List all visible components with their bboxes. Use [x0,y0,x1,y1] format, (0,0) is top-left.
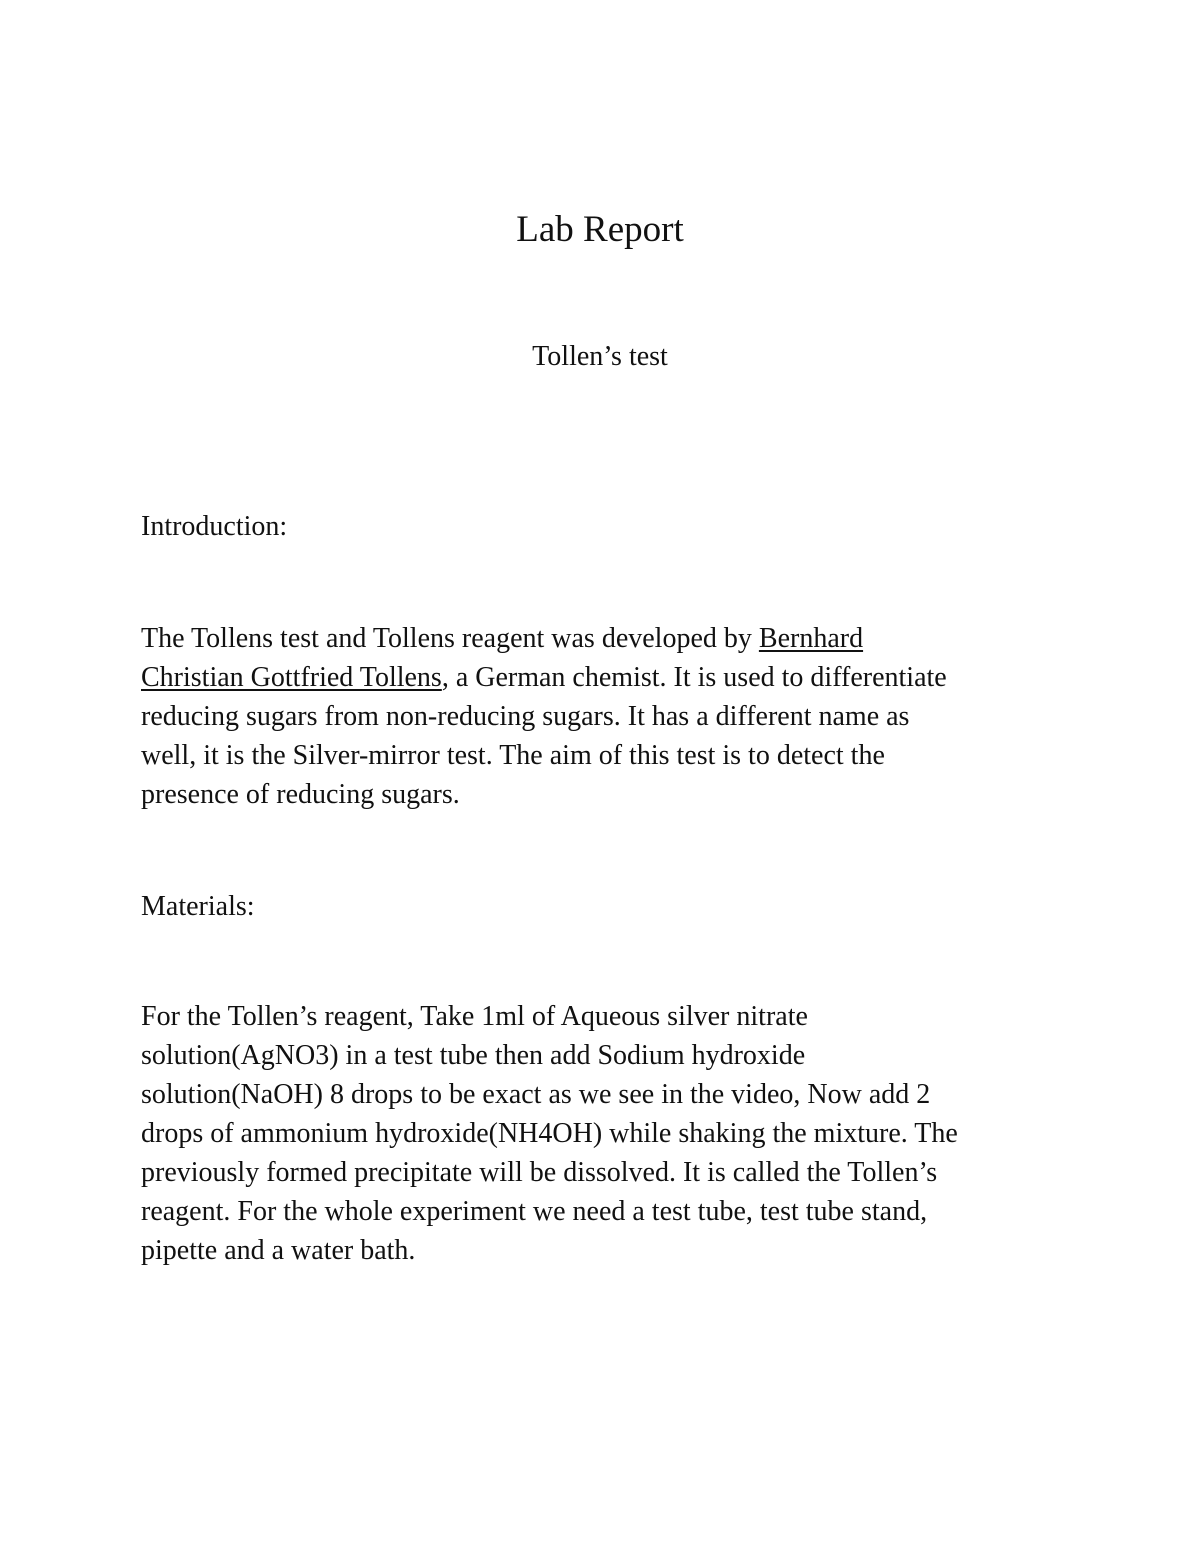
materials-line: drops of ammonium hydroxide(NH4OH) while shaking the mixture. The [141,1118,958,1149]
materials-line: reagent. For the whole experiment we need a test tube, test tube stand, [141,1196,928,1227]
materials-line: previously formed precipitate will be dissolved. It is called the Tollen’s [141,1157,938,1188]
introduction-text: , a German chemist. It is used to differentiate [441,662,947,693]
introduction-heading: Introduction: [141,511,288,542]
tollens-name-link[interactable]: Christian Gottfried Tollens [141,662,442,693]
document-subtitle: Tollen’s test [532,341,668,372]
materials-line: solution(NaOH) 8 drops to be exact as we see in the video, Now add 2 [141,1079,931,1110]
document-title: Lab Report [516,209,684,250]
materials-line: solution(AgNO3) in a test tube then add Sodium hydroxide [141,1040,806,1071]
introduction-text: The Tollens test and Tollens reagent was developed by [141,623,759,654]
materials-line: pipette and a water bath. [141,1235,416,1266]
introduction-paragraph [141,619,1071,814]
introduction-line: reducing sugars from non-reducing sugars. It has a different name as [141,701,910,732]
introduction-line [141,658,1071,697]
introduction-line: presence of reducing sugars. [141,779,460,810]
materials-heading: Materials: [141,891,255,922]
materials-line: For the Tollen’s reagent, Take 1ml of Aqueous silver nitrate [141,1001,808,1032]
materials-paragraph [141,997,1071,1270]
introduction-line: well, it is the Silver-mirror test. The aim of this test is to detect the [141,740,885,771]
tollens-name-link[interactable]: Bernhard [758,623,864,654]
introduction-line [141,619,1071,658]
